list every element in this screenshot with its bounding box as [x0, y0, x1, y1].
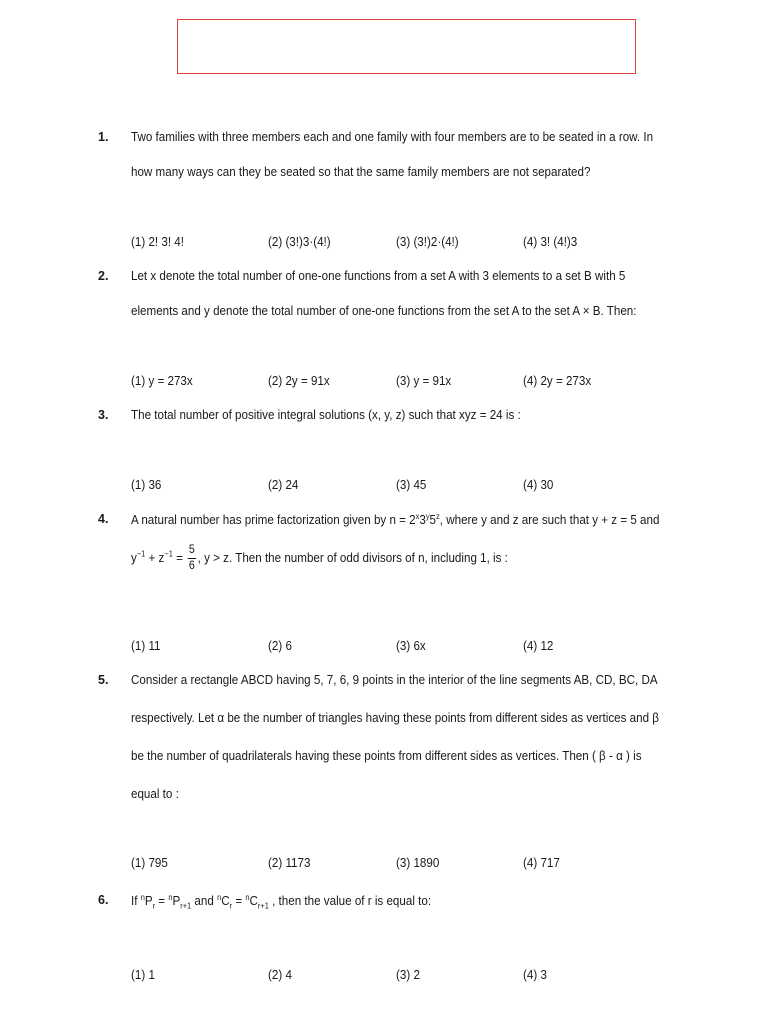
- question-text-line: Consider a rectangle ABCD having 5, 7, 6, 9 points in the interior of the line segments AB, CD, BC, DA: [131, 673, 658, 687]
- text-run: , where y and z are such that y + z = 5 and: [439, 513, 660, 528]
- text-run: C: [221, 894, 230, 909]
- question-text-line: equal to :: [131, 787, 179, 801]
- option-1: (1) 2! 3! 4!: [131, 235, 184, 249]
- question-number: 1.: [98, 130, 109, 144]
- exponent: −1: [164, 549, 173, 559]
- question-text-line: [131, 545, 640, 572]
- text-run: , then the value of r is equal to:: [268, 894, 432, 909]
- superscript: n: [217, 893, 222, 902]
- option-4: (4) 2y = 273x: [523, 374, 592, 388]
- option-1: (1) 11: [131, 639, 161, 653]
- question-number: 4.: [98, 512, 109, 526]
- superscript: n: [245, 893, 250, 902]
- question-number: 2.: [98, 269, 109, 283]
- question-text-line: [131, 893, 640, 911]
- question-number: 5.: [98, 673, 109, 687]
- text-run: =: [172, 550, 187, 565]
- header-box: [177, 19, 636, 74]
- options-row: [131, 639, 651, 655]
- option-2: (2) 4: [268, 968, 292, 982]
- question-number: 6.: [98, 893, 109, 907]
- option-4: (4) 3! (4!)3: [523, 235, 578, 249]
- text-run: If: [131, 894, 141, 909]
- option-1: (1) 795: [131, 856, 168, 870]
- option-3: (3) 1890: [396, 856, 440, 870]
- text-run: , y > z. Then the number of odd divisors of n, including 1, is :: [197, 550, 508, 565]
- question-text-line: Let x denote the total number of one-one functions from a set A with 3 elements to a set B with 5: [131, 269, 626, 283]
- text-run: 5: [429, 513, 437, 528]
- fraction-numerator: 5: [188, 545, 196, 559]
- text-run: + z: [145, 550, 165, 565]
- superscript: n: [168, 893, 173, 902]
- option-4: (4) 12: [523, 639, 554, 653]
- permutation-term: [140, 893, 156, 911]
- question-text-line: elements and y denote the total number of one-one functions from the set A to the set A × B. Then:: [131, 304, 637, 318]
- combination-term: [245, 893, 269, 911]
- text-run: A natural number has prime factorization given by n = 2: [131, 513, 416, 528]
- option-1: (1) y = 273x: [131, 374, 193, 388]
- superscript: n: [140, 893, 145, 902]
- question-number: 3.: [98, 408, 109, 422]
- option-2: (2) 6: [268, 639, 292, 653]
- option-2: (2) (3!)3·(4!): [268, 235, 331, 249]
- subscript: r: [229, 901, 233, 911]
- text-run: P: [144, 894, 153, 909]
- option-3: (3) 6x: [396, 639, 426, 653]
- question-text-line: be the number of quadrilaterals having these points from different sides as vertices. Then ( β - α ) is: [131, 749, 642, 763]
- option-4: (4) 3: [523, 968, 547, 982]
- fraction-denominator: 6: [188, 559, 195, 572]
- option-2: (2) 1173: [268, 856, 311, 870]
- text-run: 3: [419, 513, 426, 528]
- exponent: y: [425, 512, 430, 521]
- option-2: (2) 24: [268, 478, 299, 492]
- combination-term: [217, 893, 233, 911]
- exponent: −1: [136, 549, 146, 559]
- exponent: x: [415, 512, 420, 521]
- subscript: r: [152, 901, 156, 911]
- option-1: (1) 1: [131, 968, 155, 982]
- question-text-line: The total number of positive integral solutions (x, y, z) such that xyz = 24 is :: [131, 408, 521, 422]
- question-text-line: [131, 512, 660, 528]
- question-text-line: respectively. Let α be the number of triangles having these points from different sides as vertices and β: [131, 711, 659, 725]
- options-row: [131, 478, 651, 494]
- options-row: [131, 235, 651, 251]
- subscript: r+1: [257, 901, 269, 911]
- text-run: C: [249, 894, 258, 909]
- question-text-line: Two families with three members each and one family with four members are to be seated in a row. In: [131, 130, 654, 144]
- fraction: [188, 545, 196, 572]
- text-run: P: [172, 894, 181, 909]
- text-run: y: [131, 550, 137, 565]
- options-row: [131, 856, 651, 872]
- option-3: (3) y = 91x: [396, 374, 452, 388]
- option-4: (4) 717: [523, 856, 560, 870]
- exponent: z: [436, 512, 440, 521]
- options-row: [131, 374, 651, 390]
- option-3: (3) 45: [396, 478, 427, 492]
- question-text-line: how many ways can they be seated so that the same family members are not separated?: [131, 165, 591, 179]
- option-4: (4) 30: [523, 478, 554, 492]
- text-run: =: [155, 894, 169, 909]
- text-run: and: [191, 894, 218, 909]
- option-3: (3) 2: [396, 968, 420, 982]
- options-row: [131, 968, 651, 984]
- option-2: (2) 2y = 91x: [268, 374, 330, 388]
- permutation-term: [168, 893, 192, 911]
- text-run: =: [232, 894, 246, 909]
- option-1: (1) 36: [131, 478, 162, 492]
- option-3: (3) (3!)2·(4!): [396, 235, 459, 249]
- subscript: r+1: [180, 901, 192, 911]
